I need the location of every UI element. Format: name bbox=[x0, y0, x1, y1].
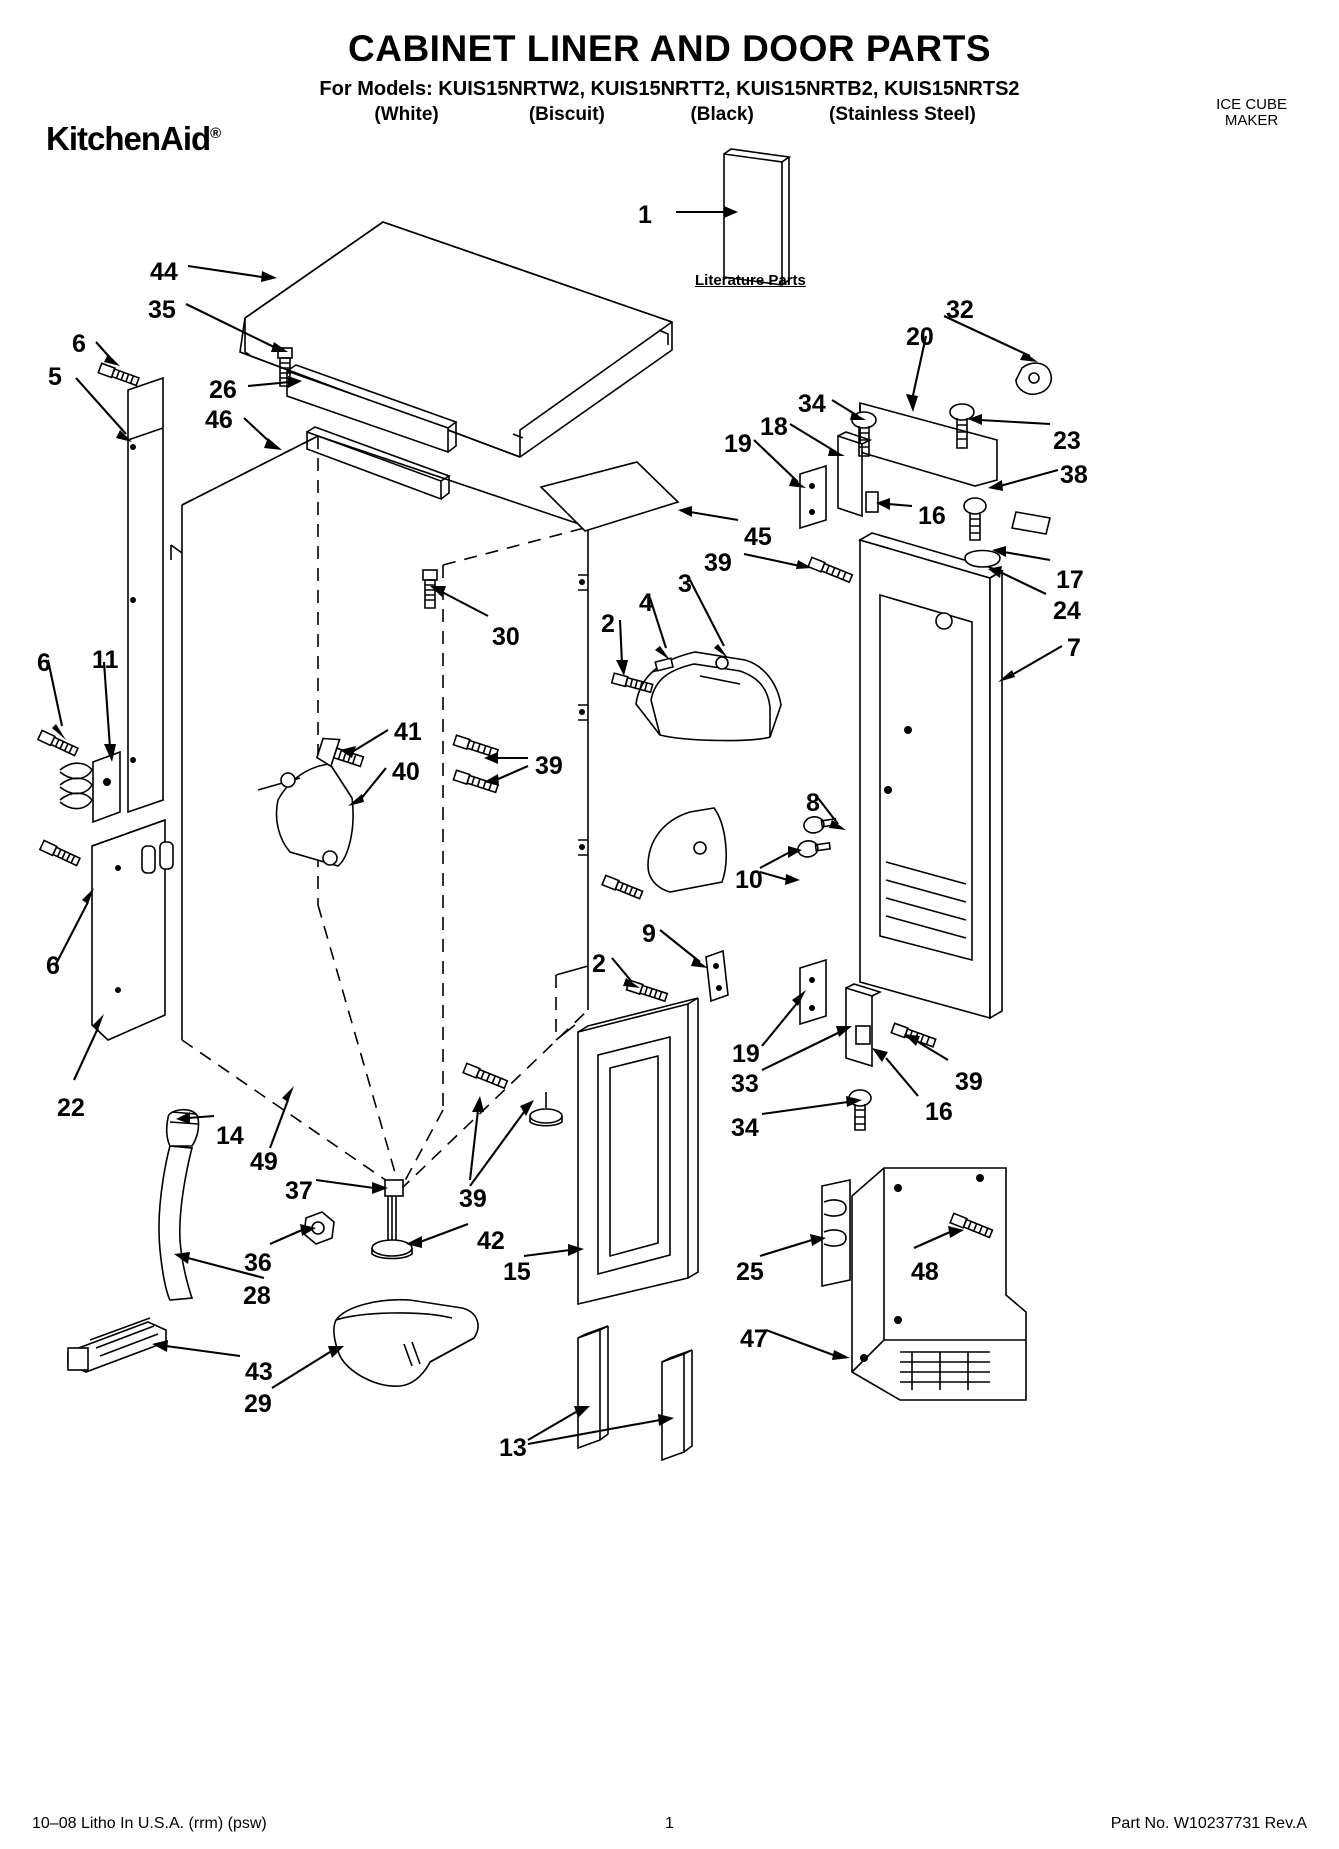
callout-number: 43 bbox=[245, 1358, 273, 1386]
part-47-grille bbox=[852, 1168, 1026, 1400]
callout-number: 1 bbox=[638, 201, 652, 229]
callout-number: 39 bbox=[955, 1068, 983, 1096]
callout-number: 13 bbox=[499, 1434, 527, 1462]
callout-number: 6 bbox=[37, 649, 51, 677]
callout-number: 7 bbox=[1067, 634, 1081, 662]
section-label-line1: ICE CUBE bbox=[1216, 96, 1287, 113]
callout-number: 35 bbox=[148, 296, 176, 324]
callout-number: 47 bbox=[740, 1325, 768, 1353]
color-white: (White) bbox=[374, 104, 439, 125]
part-40-scoop bbox=[258, 764, 353, 866]
footer-litho: 10–08 Litho In U.S.A. (rrm) (psw) bbox=[32, 1815, 267, 1832]
section-label-line2: MAKER bbox=[1224, 112, 1279, 129]
callout-number: 18 bbox=[760, 413, 788, 441]
color-stainless: (Stainless Steel) bbox=[829, 104, 976, 125]
part-20-trim bbox=[860, 403, 997, 486]
callout-number: 39 bbox=[535, 752, 563, 780]
part-cabinet-liner bbox=[171, 436, 588, 1190]
literature-parts-label: Literature Parts bbox=[695, 272, 806, 289]
footer-part-number: Part No. W10237731 Rev.A bbox=[1110, 1815, 1307, 1832]
part-literature-booklet bbox=[724, 149, 789, 285]
callout-number: 24 bbox=[1053, 597, 1081, 625]
callout-number: 14 bbox=[216, 1122, 244, 1150]
callout-number: 39 bbox=[704, 549, 732, 577]
callout-number: 6 bbox=[72, 330, 86, 358]
callout-number: 16 bbox=[918, 502, 946, 530]
part-25-bracket bbox=[822, 1180, 850, 1286]
callout-number: 39 bbox=[459, 1185, 487, 1213]
callout-number: 42 bbox=[477, 1227, 505, 1255]
part-10-screws bbox=[797, 814, 837, 858]
callout-number: 20 bbox=[906, 323, 934, 351]
part-42-leg2 bbox=[530, 1092, 562, 1126]
part-43-strap bbox=[68, 1318, 166, 1372]
color-biscuit: (Biscuit) bbox=[528, 104, 605, 125]
callout-number: 8 bbox=[806, 789, 820, 817]
callout-number: 46 bbox=[205, 406, 233, 434]
callout-number: 2 bbox=[601, 610, 615, 638]
callout-number: 11 bbox=[92, 646, 119, 674]
part-32-clip bbox=[1016, 363, 1051, 394]
callout-number: 4 bbox=[639, 589, 653, 617]
callout-number: 26 bbox=[209, 376, 237, 404]
callout-number: 29 bbox=[244, 1390, 272, 1418]
callout-number: 37 bbox=[285, 1177, 313, 1205]
color-black: (Black) bbox=[690, 104, 754, 125]
callout-number: 2 bbox=[592, 950, 606, 978]
callout-number: 15 bbox=[503, 1258, 531, 1286]
part-15-frame bbox=[578, 998, 698, 1304]
brand-name: KitchenAid bbox=[46, 120, 211, 157]
callout-number: 17 bbox=[1056, 566, 1084, 594]
models-line: For Models: KUIS15NRTW2, KUIS15NRTT2, KUIS15NRTB2, KUIS15NRTS2 bbox=[319, 78, 1020, 100]
callout-number: 19 bbox=[724, 430, 752, 458]
callout-number: 36 bbox=[244, 1249, 272, 1277]
callout-number: 9 bbox=[642, 920, 656, 948]
part-29-scoop bbox=[334, 1300, 478, 1386]
callout-number: 32 bbox=[946, 296, 974, 324]
callout-number: 10 bbox=[735, 866, 763, 894]
part-left-side-panel-upper bbox=[128, 378, 163, 812]
part-24-cap bbox=[965, 551, 1000, 568]
callout-number: 25 bbox=[736, 1258, 764, 1286]
callout-number: 38 bbox=[1060, 461, 1088, 489]
callout-number: 34 bbox=[731, 1114, 759, 1142]
part-13-strips bbox=[578, 1326, 692, 1460]
page-title: CABINET LINER AND DOOR PARTS bbox=[348, 28, 991, 69]
part-8-block bbox=[648, 808, 726, 892]
callout-number: 33 bbox=[731, 1070, 759, 1098]
callout-number: 28 bbox=[243, 1282, 271, 1310]
callout-number: 6 bbox=[46, 952, 60, 980]
part-bracket-11 bbox=[60, 752, 120, 822]
part-9-latch bbox=[706, 951, 728, 1001]
callout-number: 49 bbox=[250, 1148, 278, 1176]
part-38-pad bbox=[1012, 512, 1050, 534]
callout-number: 40 bbox=[392, 758, 420, 786]
callout-number: 16 bbox=[925, 1098, 953, 1126]
footer-page-number: 1 bbox=[665, 1815, 674, 1832]
part-16-screw bbox=[964, 498, 986, 540]
callout-number: 19 bbox=[732, 1040, 760, 1068]
part-37-42-leg bbox=[372, 1180, 412, 1259]
part-door-panel bbox=[860, 533, 1002, 1018]
callout-number: 3 bbox=[678, 570, 692, 598]
callout-number: 5 bbox=[48, 363, 62, 391]
part-14-tube bbox=[159, 1110, 199, 1300]
part-panel-45 bbox=[541, 462, 678, 531]
callout-number: 30 bbox=[492, 623, 520, 651]
callout-number: 45 bbox=[744, 523, 772, 551]
part-left-side-panel-lower bbox=[92, 820, 173, 1040]
part-screw-8 bbox=[602, 875, 643, 899]
callout-number: 23 bbox=[1053, 427, 1081, 455]
callout-number: 22 bbox=[57, 1094, 85, 1122]
callout-number: 48 bbox=[911, 1258, 939, 1286]
callout-number: 41 bbox=[394, 718, 422, 746]
registered-mark: ® bbox=[210, 125, 221, 142]
part-34-screw-lower bbox=[849, 1090, 871, 1130]
callout-number: 34 bbox=[798, 390, 826, 418]
callout-number: 44 bbox=[150, 258, 178, 286]
